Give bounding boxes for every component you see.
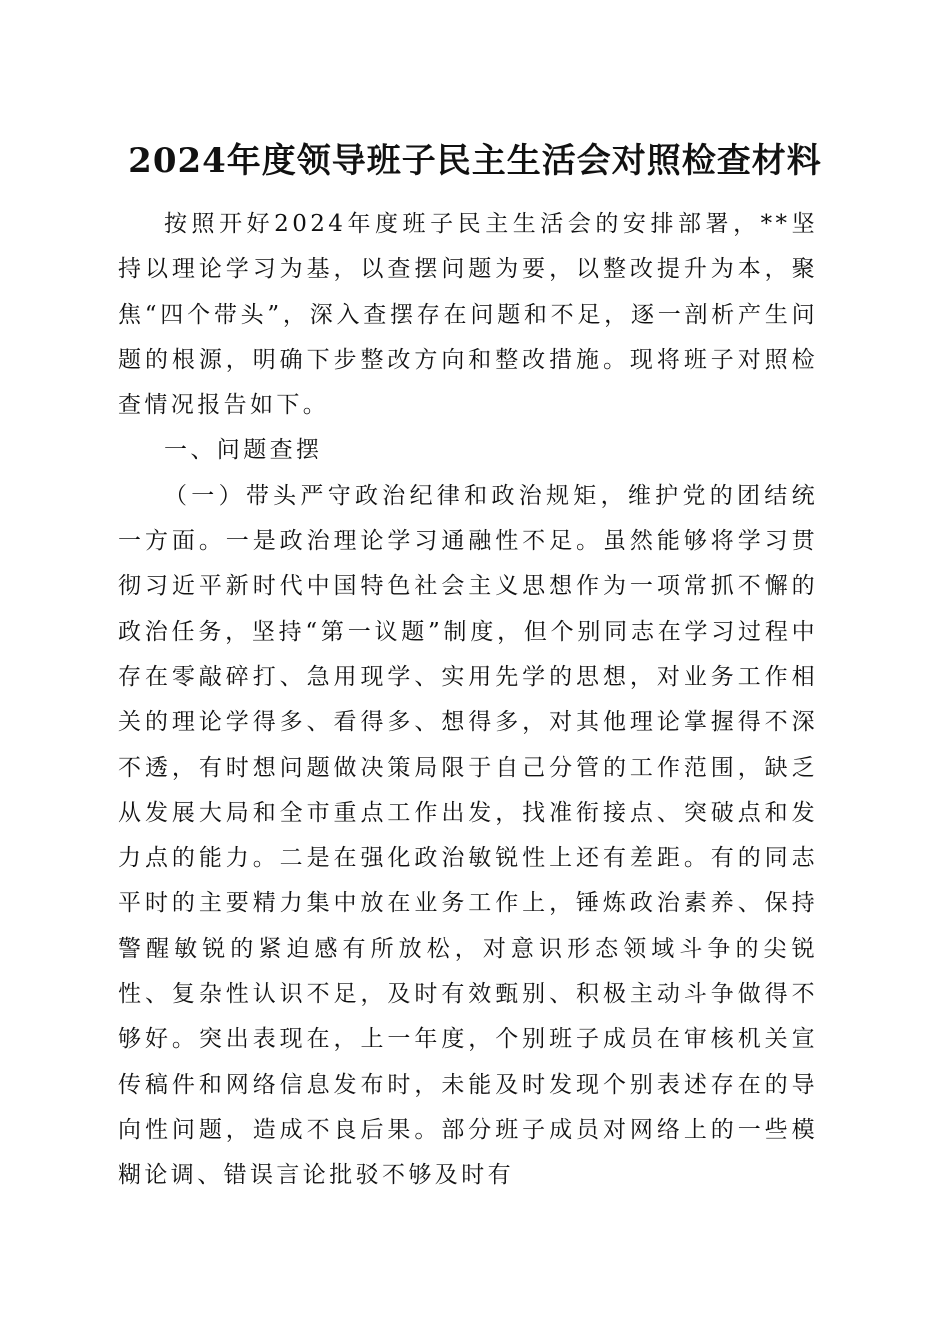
section-heading-problems: 一、问题查摆 <box>164 437 323 464</box>
section-1-paragraph: （一）带头严守政治纪律和政治规矩，维护党的团结统一方面。一是政治理论学习通融性不足。虽然能够将学习贯彻习近平新时代中国特色社会主义思想作为一项常抓不懈的政治任务，坚持“第一议题”制度，但个别同志在学习过程中存在零敲碎打、急用现学、实用先学的思想，对业务工作相关的理论学得多、看得多、想得多，对其他理论掌握得不深不透，有时想问题做决策局限于自己分管的工作范围，缺乏从发展大局和全市重点工作出发，找准衔接点、突破点和发力点的能力。二是在强化政治敏锐性上还有差距。有的同志平时的主要精力集中放在业务工作上，锤炼政治素养、保持警醒敏锐的紧迫感有所放松，对意识形态领域斗争的尖锐性、复杂性认识不足，及时有效甄别、积极主动斗争做得不够好。突出表现在，上一年度，个别班子成员在审核机关宣传稿件和网络信息发布时，未能及时发现个别表述存在的导向性问题，造成不良后果。部分班子成员对网络上的一些模糊论调、错误言论批驳不够及时有 <box>118 482 818 1189</box>
intro-paragraph: 按照开好2024年度班子民主生活会的安排部署，**坚持以理论学习为基，以查摆问题为要，以整改提升为本，聚焦“四个带头”，深入查摆存在问题和不足，逐一剖析产生问题的根源，明确下步整改方向和整改措施。现将班子对照检查情况报告如下。 <box>118 211 818 419</box>
document-title: 2024年度领导班子民主生活会对照检查材料 <box>128 141 822 181</box>
document-body <box>118 202 818 1199</box>
